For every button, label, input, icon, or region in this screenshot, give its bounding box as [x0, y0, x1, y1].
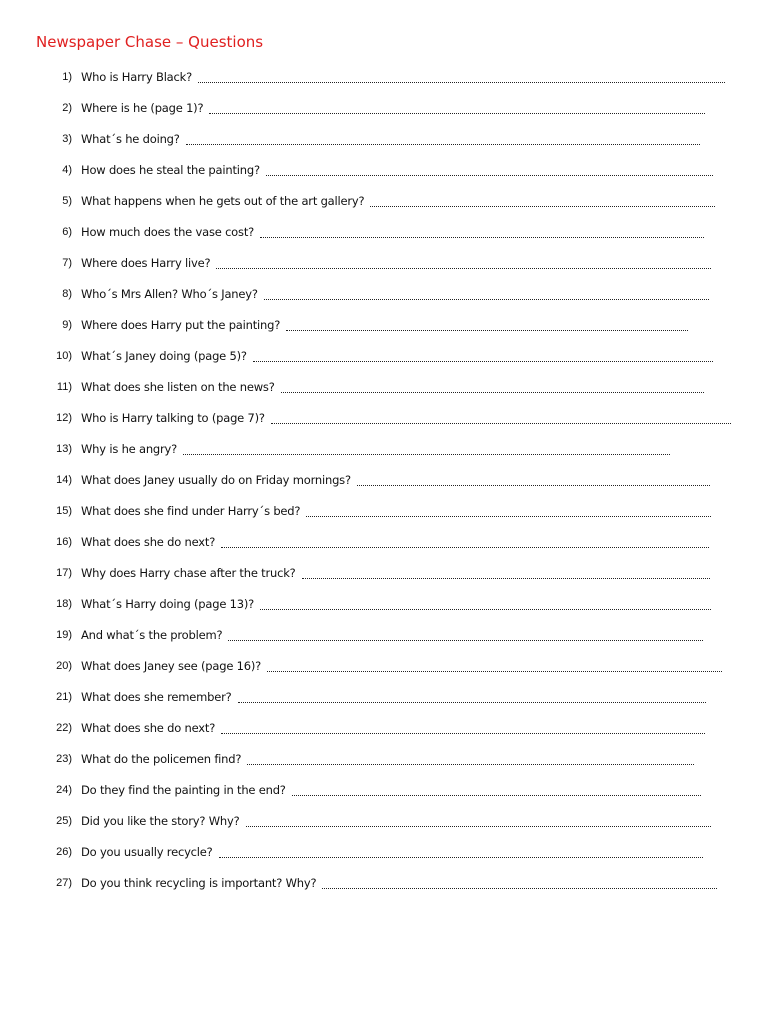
- answer-line[interactable]: [286, 330, 688, 331]
- answer-line[interactable]: [306, 516, 711, 517]
- answer-line[interactable]: [216, 268, 711, 269]
- question-text: What´s Janey doing (page 5)?: [81, 349, 247, 363]
- question-text: Where does Harry live?: [81, 256, 211, 270]
- question-text: What does Janey usually do on Friday mornings?: [81, 473, 351, 487]
- question-item: [0, 682, 768, 713]
- question-number: 2): [62, 102, 72, 114]
- question-item: [0, 279, 768, 310]
- answer-line[interactable]: [219, 857, 703, 858]
- question-number: 23): [56, 753, 72, 765]
- question-text: What does she find under Harry´s bed?: [81, 504, 301, 518]
- answer-line[interactable]: [266, 175, 713, 176]
- question-number: 22): [56, 722, 72, 734]
- question-text: Who is Harry talking to (page 7)?: [81, 411, 265, 425]
- answer-line[interactable]: [271, 423, 731, 424]
- question-item: [0, 496, 768, 527]
- question-text: What does she listen on the news?: [81, 380, 275, 394]
- question-number: 9): [62, 319, 72, 331]
- question-text: How does he steal the painting?: [81, 163, 260, 177]
- answer-line[interactable]: [209, 113, 705, 114]
- question-number: 24): [56, 784, 72, 796]
- answer-line[interactable]: [370, 206, 715, 207]
- question-item: [0, 775, 768, 806]
- question-number: 8): [62, 288, 72, 300]
- question-text: What happens when he gets out of the art gallery?: [81, 194, 365, 208]
- answer-line[interactable]: [221, 547, 709, 548]
- question-text: What´s Harry doing (page 13)?: [81, 597, 255, 611]
- question-item: [0, 806, 768, 837]
- question-item: [0, 465, 768, 496]
- question-text: What do the policemen find?: [81, 752, 242, 766]
- question-number: 17): [56, 567, 72, 579]
- question-text: Do you usually recycle?: [81, 845, 213, 859]
- question-item: [0, 248, 768, 279]
- question-text: Where is he (page 1)?: [81, 101, 204, 115]
- question-item: [0, 837, 768, 868]
- question-item: [0, 341, 768, 372]
- question-text: What´s he doing?: [81, 132, 180, 146]
- question-item: [0, 868, 768, 899]
- question-item: [0, 620, 768, 651]
- answer-line[interactable]: [357, 485, 710, 486]
- question-number: 21): [56, 691, 72, 703]
- answer-line[interactable]: [183, 454, 670, 455]
- answer-line[interactable]: [238, 702, 706, 703]
- question-item: [0, 589, 768, 620]
- question-item: [0, 713, 768, 744]
- question-number: 16): [56, 536, 72, 548]
- answer-line[interactable]: [221, 733, 705, 734]
- question-number: 10): [56, 350, 72, 362]
- question-number: 13): [56, 443, 72, 455]
- question-text: Did you like the story? Why?: [81, 814, 240, 828]
- answer-line[interactable]: [260, 237, 704, 238]
- question-number: 27): [56, 877, 72, 889]
- question-number: 5): [62, 195, 72, 207]
- answer-line[interactable]: [322, 888, 717, 889]
- question-number: 26): [56, 846, 72, 858]
- answer-line[interactable]: [302, 578, 710, 579]
- question-text: What does Janey see (page 16)?: [81, 659, 262, 673]
- question-number: 18): [56, 598, 72, 610]
- answer-line[interactable]: [267, 671, 722, 672]
- question-item: [0, 527, 768, 558]
- question-number: 1): [62, 71, 72, 83]
- question-text: Who´s Mrs Allen? Who´s Janey?: [81, 287, 258, 301]
- answer-line[interactable]: [198, 82, 725, 83]
- question-number: 14): [56, 474, 72, 486]
- question-item: [0, 403, 768, 434]
- question-item: [0, 558, 768, 589]
- question-text: Why does Harry chase after the truck?: [81, 566, 296, 580]
- answer-line[interactable]: [247, 764, 694, 765]
- answer-line[interactable]: [253, 361, 713, 362]
- answer-line[interactable]: [228, 640, 703, 641]
- answer-line[interactable]: [260, 609, 711, 610]
- question-text: Who is Harry Black?: [81, 70, 193, 84]
- question-number: 7): [62, 257, 72, 269]
- question-item: [0, 124, 768, 155]
- question-text: Do you think recycling is important? Why?: [81, 876, 317, 890]
- question-number: 15): [56, 505, 72, 517]
- question-number: 4): [62, 164, 72, 176]
- question-item: [0, 744, 768, 775]
- answer-line[interactable]: [281, 392, 704, 393]
- question-list: [0, 62, 768, 899]
- question-number: 11): [56, 381, 72, 393]
- answer-line[interactable]: [186, 144, 700, 145]
- question-text: What does she do next?: [81, 721, 216, 735]
- question-number: 6): [62, 226, 72, 238]
- question-item: [0, 155, 768, 186]
- question-number: 19): [56, 629, 72, 641]
- answer-line[interactable]: [292, 795, 701, 796]
- question-item: [0, 434, 768, 465]
- question-text: Do they find the painting in the end?: [81, 783, 286, 797]
- question-text: And what´s the problem?: [81, 628, 223, 642]
- answer-line[interactable]: [264, 299, 709, 300]
- question-text: What does she remember?: [81, 690, 232, 704]
- question-text: How much does the vase cost?: [81, 225, 255, 239]
- question-text: Why is he angry?: [81, 442, 178, 456]
- question-text: What does she do next?: [81, 535, 216, 549]
- question-item: [0, 310, 768, 341]
- question-text: Where does Harry put the painting?: [81, 318, 281, 332]
- answer-line[interactable]: [246, 826, 711, 827]
- question-number: 25): [56, 815, 72, 827]
- question-number: 12): [56, 412, 72, 424]
- question-item: [0, 186, 768, 217]
- question-number: 3): [62, 133, 72, 145]
- question-number: 20): [56, 660, 72, 672]
- question-item: [0, 372, 768, 403]
- page-title: Newspaper Chase – Questions: [36, 33, 264, 51]
- question-item: [0, 62, 768, 93]
- question-item: [0, 651, 768, 682]
- question-item: [0, 93, 768, 124]
- question-item: [0, 217, 768, 248]
